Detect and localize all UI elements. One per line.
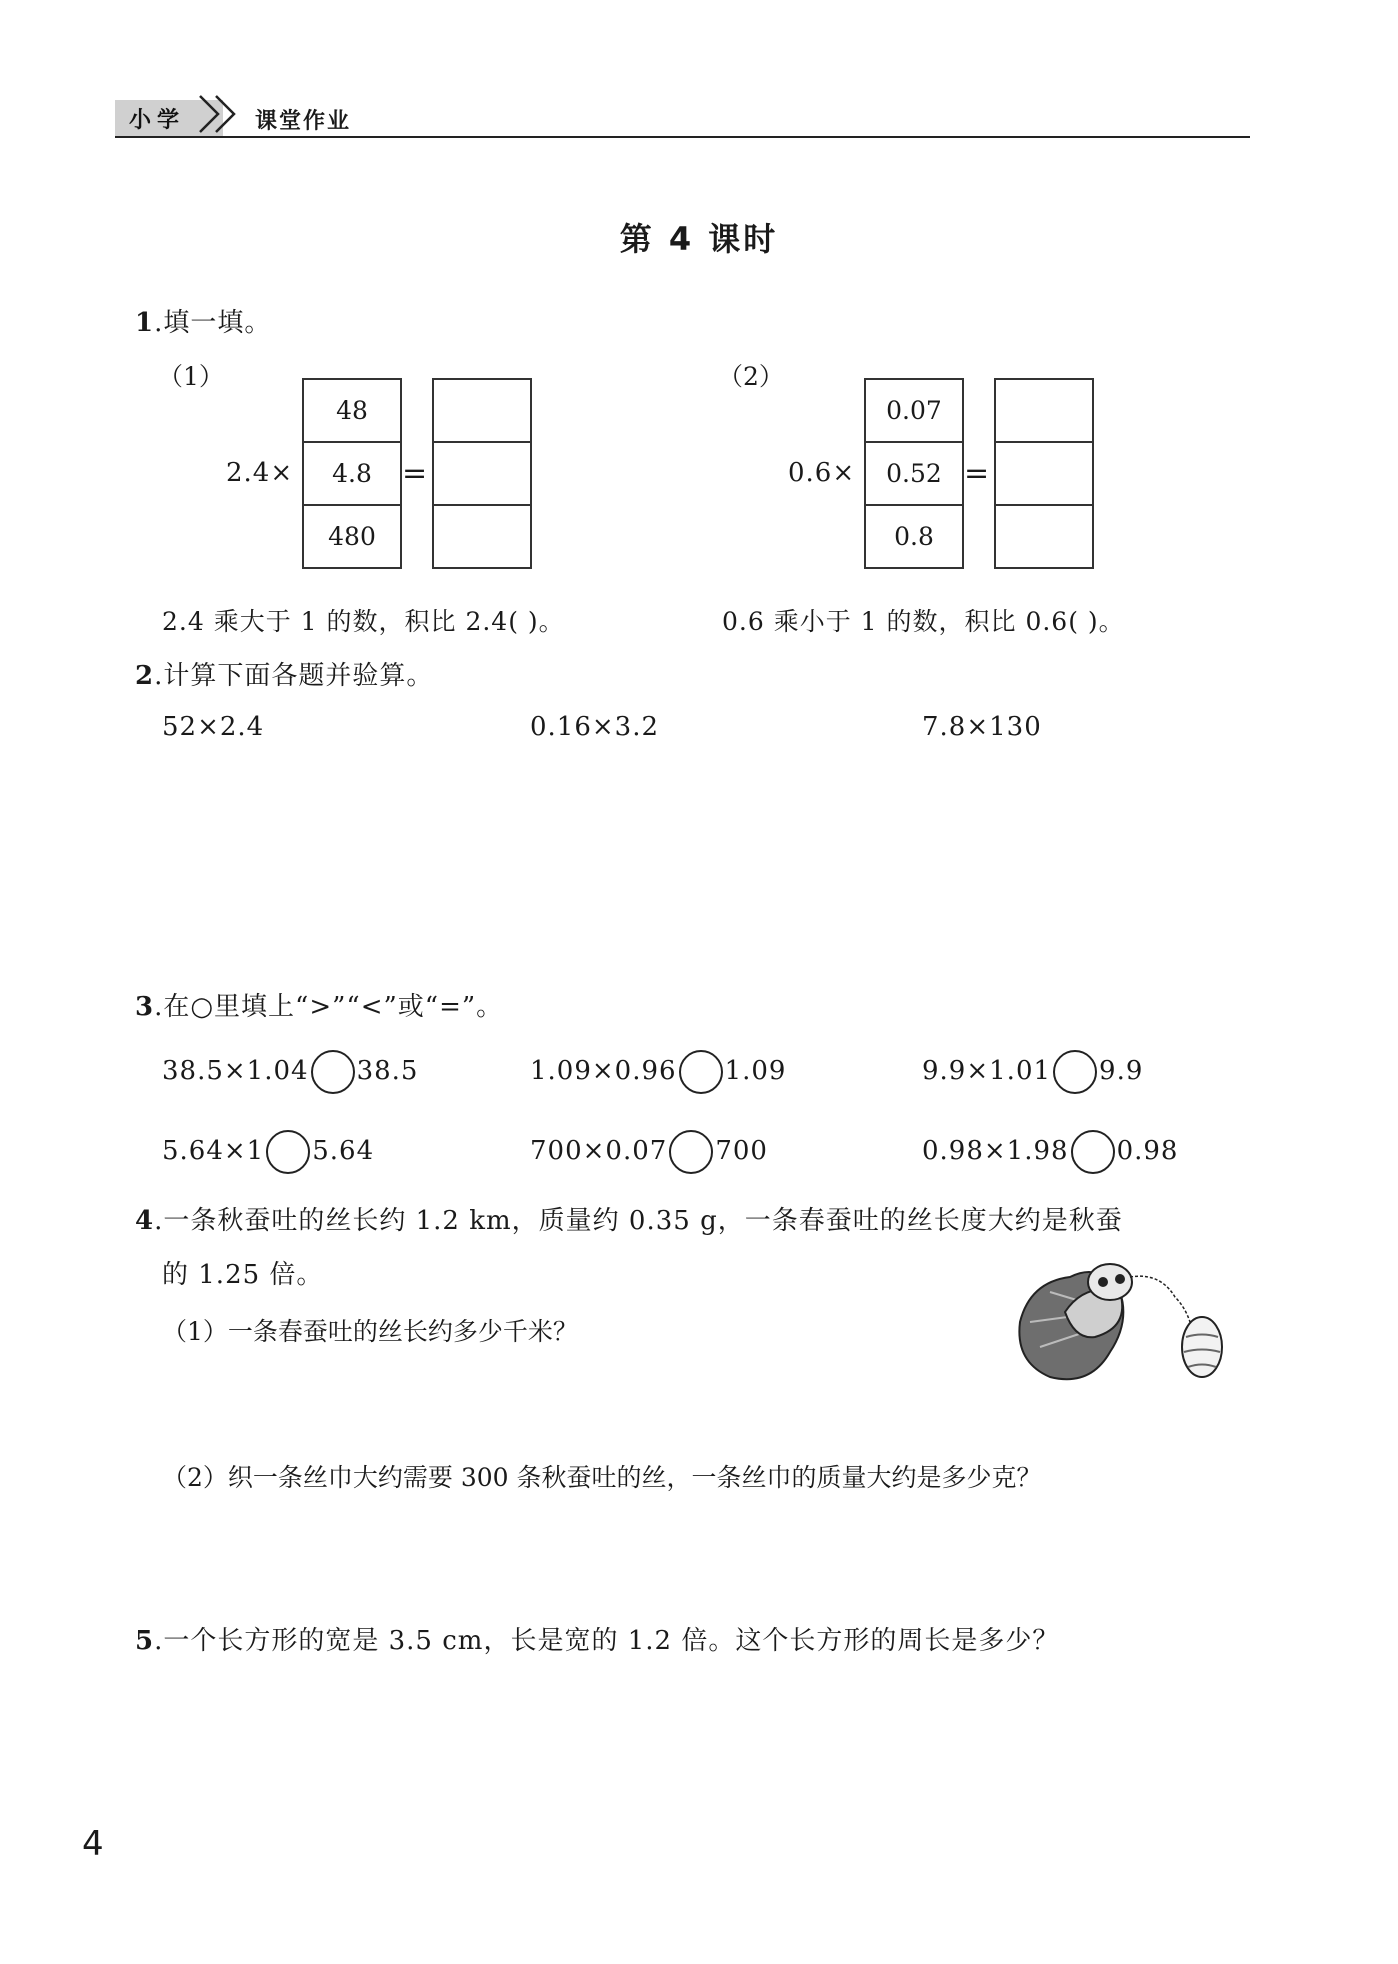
compare-circle[interactable] [1053,1050,1097,1094]
part-label: （1） [158,362,224,391]
compare-circle[interactable] [669,1130,713,1174]
part-label: （2） [718,362,784,391]
double-chevron-icon [196,92,246,138]
answer-box[interactable] [432,378,532,443]
answer-stack [994,378,1094,569]
multiplier: 2.4× [226,458,294,488]
factor-cell: 0.8 [864,504,964,569]
compare-circle[interactable] [1071,1130,1115,1174]
answer-box[interactable] [994,378,1094,443]
question-text: .一条秋蚕吐的丝长约 1.2 km，质量约 0.35 g，一条春蚕吐的丝长度大约是秋蚕 [154,1206,1123,1236]
factor-cell: 4.8 [302,441,402,506]
compare-right: 0.98 [1116,1136,1179,1166]
subquestion: （2）织一条丝巾大约需要 300 条秋蚕吐的丝，一条丝巾的质量大约是多少克？ [162,1463,1042,1492]
answer-box[interactable] [432,504,532,569]
compare-item [530,1050,786,1094]
question-number: 1 [135,308,155,338]
compare-right: 9.9 [1099,1056,1144,1086]
factor-cell: 48 [302,378,402,443]
compare-right: 1.09 [724,1056,787,1086]
subquestion: （1）一条春蚕吐的丝长约多少千米？ [162,1317,578,1346]
question-number: 4 [135,1206,155,1236]
compare-item [922,1050,1143,1094]
compare-left: 5.64×1 [162,1136,265,1166]
compare-circle[interactable] [311,1050,355,1094]
answer-box[interactable] [994,441,1094,506]
compare-right: 5.64 [312,1136,375,1166]
conclusion-text: 2.4 乘大于 1 的数，积比 2.4( )。 [162,607,565,636]
header-rule [115,136,1250,138]
factor-cell: 0.07 [864,378,964,443]
factor-cell: 0.52 [864,441,964,506]
question-4 [135,1200,1123,1237]
page-title: 第 4 课时 [619,220,779,258]
question-number: 2 [135,661,155,691]
multiplier: 0.6× [788,458,856,488]
factor-cell: 480 [302,504,402,569]
question-1 [135,302,271,339]
question-text: .计算下面各题并验算。 [154,661,434,691]
compare-left: 700×0.07 [530,1136,668,1166]
compare-circle[interactable] [679,1050,723,1094]
compare-item [162,1130,374,1174]
conclusion-text: 0.6 乘小于 1 的数，积比 0.6( )。 [722,607,1125,636]
compare-left: 38.5×1.04 [162,1056,309,1086]
calc-item: 52×2.4 [162,712,265,742]
question-text-cont: 的 1.25 倍。 [162,1260,324,1290]
question-number: 3 [135,992,155,1022]
equals-sign: = [964,456,991,491]
compare-item [530,1130,768,1174]
compare-left: 1.09×0.96 [530,1056,677,1086]
calc-item: 7.8×130 [922,712,1042,742]
factor-stack [864,378,964,569]
compare-left: 9.9×1.01 [922,1056,1052,1086]
answer-stack [432,378,532,569]
question-3 [135,986,503,1023]
page-number: 4 [82,1824,104,1864]
compare-item [162,1050,418,1094]
compare-circle[interactable] [266,1130,310,1174]
question-text: .填一填。 [154,308,272,338]
question-text: .在○里填上“>”“<”或“=”。 [154,992,504,1022]
silkworm-illustration [1010,1252,1250,1392]
compare-right: 38.5 [356,1056,419,1086]
header-level: 小学 [129,106,186,133]
question-5 [135,1620,1059,1657]
compare-left: 0.98×1.98 [922,1136,1069,1166]
factor-stack [302,378,402,569]
calc-item: 0.16×3.2 [530,712,660,742]
question-number: 5 [135,1626,155,1656]
equals-sign: = [402,456,429,491]
compare-item [922,1130,1178,1174]
answer-box[interactable] [994,504,1094,569]
question-2 [135,655,433,692]
header-title: 课堂作业 [255,109,352,134]
question-text: .一个长方形的宽是 3.5 cm，长是宽的 1.2 倍。这个长方形的周长是多少？ [154,1626,1060,1656]
answer-box[interactable] [432,441,532,506]
compare-right: 700 [715,1136,768,1166]
